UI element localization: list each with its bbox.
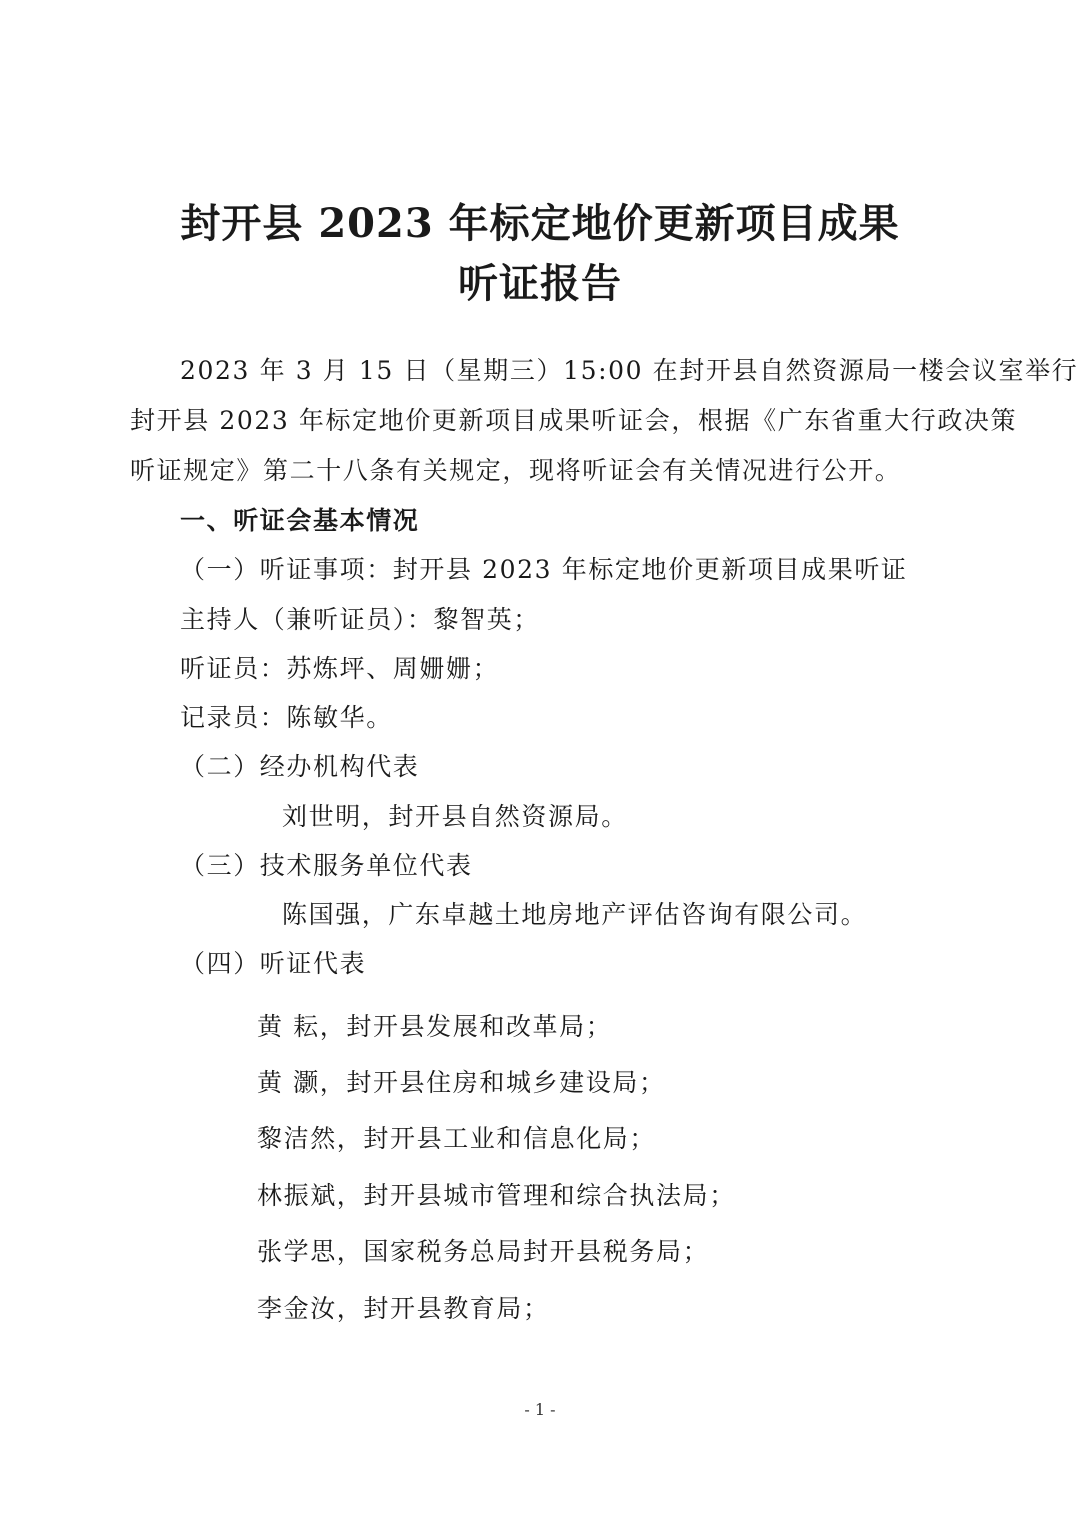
hearing-officers-line: 听证员：苏炼坪、周姗姗； <box>180 654 500 683</box>
representative-item: 黄 耘，封开县发展和改革局； <box>257 1012 613 1041</box>
representative-item: 黎洁然，封开县工业和信息化局； <box>257 1124 657 1153</box>
representative-item: 黄 灏，封开县住房和城乡建设局； <box>257 1068 666 1097</box>
intro-line-1: 2023 年 3 月 15 日（星期三）15:00 在封开县自然资源局一楼会议室举行 <box>180 356 1079 385</box>
section-heading: 一、听证会基本情况 <box>180 506 420 535</box>
hearing-matter: （一）听证事项：封开县 2023 年标定地价更新项目成果听证 <box>180 555 908 584</box>
representative-item: 张学思，国家税务总局封开县税务局； <box>257 1237 710 1266</box>
tech-unit-rep: 陈国强，广东卓越土地房地产评估咨询有限公司。 <box>282 900 868 929</box>
tech-unit-heading: （三）技术服务单位代表 <box>180 851 473 880</box>
agency-rep: 刘世明，封开县自然资源局。 <box>282 802 628 831</box>
page-number: - 1 - <box>524 1400 556 1419</box>
title-line-2: 听证报告 <box>458 260 622 307</box>
intro-line-2: 封开县 2023 年标定地价更新项目成果听证会，根据《广东省重大行政决策 <box>130 406 1018 435</box>
representative-item: 林振斌，封开县城市管理和综合执法局； <box>257 1181 736 1210</box>
title-line-1: 封开县 2023 年标定地价更新项目成果 <box>180 200 900 247</box>
intro-line-3: 听证规定》第二十八条有关规定，现将听证会有关情况进行公开。 <box>130 456 902 485</box>
hearing-reps-heading: （四）听证代表 <box>180 949 367 978</box>
recorder-line: 记录员：陈敏华。 <box>180 703 393 732</box>
agency-rep-heading: （二）经办机构代表 <box>180 752 420 781</box>
host-line: 主持人（兼听证员）：黎智英； <box>180 605 540 634</box>
representative-item: 李金汝，封开县教育局； <box>257 1294 550 1323</box>
